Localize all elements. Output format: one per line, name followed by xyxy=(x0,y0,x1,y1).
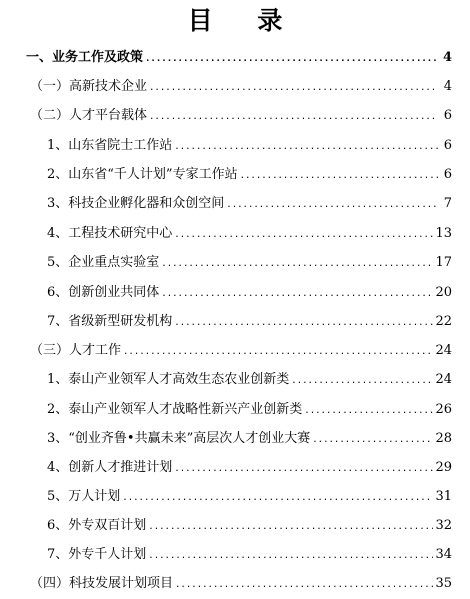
toc-entry[interactable] xyxy=(0,313,470,331)
toc-entry-page: 20 xyxy=(435,285,452,300)
toc-entry-label: 7、省级新型研发机构 xyxy=(47,314,173,329)
toc-entry-page: 6 xyxy=(443,167,452,182)
toc-entry[interactable] xyxy=(0,195,470,213)
toc-entry[interactable] xyxy=(0,166,470,184)
toc-entry[interactable] xyxy=(0,430,470,448)
toc-entry-label: （三）人才工作 xyxy=(30,343,122,358)
toc-leader-dots xyxy=(148,518,433,536)
toc-entry-page: 24 xyxy=(435,372,452,387)
toc-title: 目 录 xyxy=(187,6,301,35)
toc-entry-label: 2、泰山产业领军人才战略性新兴产业创新类 xyxy=(47,402,303,417)
toc-leader-dots xyxy=(148,547,433,565)
toc-leader-dots xyxy=(312,431,433,449)
toc-entry[interactable] xyxy=(0,225,470,243)
toc-entry[interactable] xyxy=(0,342,470,360)
toc-entry-label: 6、创新创业共同体 xyxy=(47,285,160,300)
toc-entry[interactable] xyxy=(0,371,470,389)
toc-leader-dots xyxy=(123,343,433,361)
toc-leader-dots xyxy=(174,226,433,244)
toc-entry-page: 4 xyxy=(443,79,452,94)
toc-entry-page: 6 xyxy=(443,108,452,123)
toc-entry[interactable] xyxy=(0,107,470,125)
toc-entry-page: 35 xyxy=(435,576,452,591)
toc-entry[interactable] xyxy=(0,78,470,96)
toc-entry-label: 一、业务工作及政策 xyxy=(26,50,144,65)
toc-leader-dots xyxy=(240,167,438,185)
toc-entry-label: （四）科技发展计划项目 xyxy=(30,576,174,591)
toc-entry-label: 7、外专千人计划 xyxy=(47,547,147,562)
toc-entry-label: 4、创新人才推进计划 xyxy=(47,460,173,475)
toc-entry-page: 6 xyxy=(443,138,452,153)
toc-entry-page: 32 xyxy=(435,518,452,533)
toc-entry-page: 4 xyxy=(442,50,452,65)
toc-entry-label: （二）人才平台载体 xyxy=(30,108,148,123)
toc-leader-dots xyxy=(122,489,433,507)
toc-entry[interactable] xyxy=(0,401,470,419)
toc-leader-dots xyxy=(174,314,433,332)
toc-entry[interactable] xyxy=(0,137,470,155)
toc-leader-dots xyxy=(149,79,438,97)
toc-entry-page: 31 xyxy=(435,489,452,504)
toc-entry-label: 5、万人计划 xyxy=(47,489,121,504)
toc-entry-page: 26 xyxy=(435,402,452,417)
toc-entry-label: （一）高新技术企业 xyxy=(30,79,148,94)
toc-leader-dots xyxy=(291,372,433,390)
toc-entry[interactable] xyxy=(0,517,470,535)
toc-entry-page: 7 xyxy=(443,196,452,211)
toc-entry-page: 29 xyxy=(435,460,452,475)
toc-entry-label: 1、泰山产业领军人才高效生态农业创新类 xyxy=(47,372,290,387)
toc-entry-page: 34 xyxy=(435,547,452,562)
toc-leader-dots xyxy=(174,460,433,478)
toc-leader-dots xyxy=(161,255,433,273)
toc-entry[interactable] xyxy=(0,575,470,593)
toc-entry[interactable] xyxy=(0,488,470,506)
toc-leader-dots xyxy=(149,108,438,126)
toc-leader-dots xyxy=(161,285,433,303)
toc-entry[interactable] xyxy=(0,284,470,302)
toc-entry-label: 1、山东省院士工作站 xyxy=(47,138,173,153)
toc-entry-page: 28 xyxy=(435,431,452,446)
toc-entry-label: 2、山东省“千人计划”专家工作站 xyxy=(47,167,238,182)
toc-entry-label: 6、外专双百计划 xyxy=(47,518,147,533)
toc-leader-dots xyxy=(174,138,438,156)
toc-entry-label: 4、工程技术研究中心 xyxy=(47,226,173,241)
toc-leader-dots xyxy=(304,402,433,420)
toc-entry-page: 22 xyxy=(435,314,452,329)
toc-entry-page: 24 xyxy=(435,343,452,358)
toc-leader-dots xyxy=(226,196,438,214)
toc-entry-page: 17 xyxy=(435,255,452,270)
toc-entry-label: 3、“创业齐鲁•共赢未来”高层次人才创业大赛 xyxy=(47,431,311,446)
toc-entry-label: 5、企业重点实验室 xyxy=(47,255,160,270)
toc-entry[interactable] xyxy=(0,546,470,564)
toc-leader-dots xyxy=(145,50,438,68)
toc-entry-label: 3、科技企业孵化器和众创空间 xyxy=(47,196,225,211)
toc-entry[interactable] xyxy=(0,459,470,477)
toc-leader-dots xyxy=(175,576,433,594)
toc-entry-page: 13 xyxy=(435,226,452,241)
toc-entry[interactable] xyxy=(0,49,470,67)
toc-entry[interactable] xyxy=(0,254,470,272)
